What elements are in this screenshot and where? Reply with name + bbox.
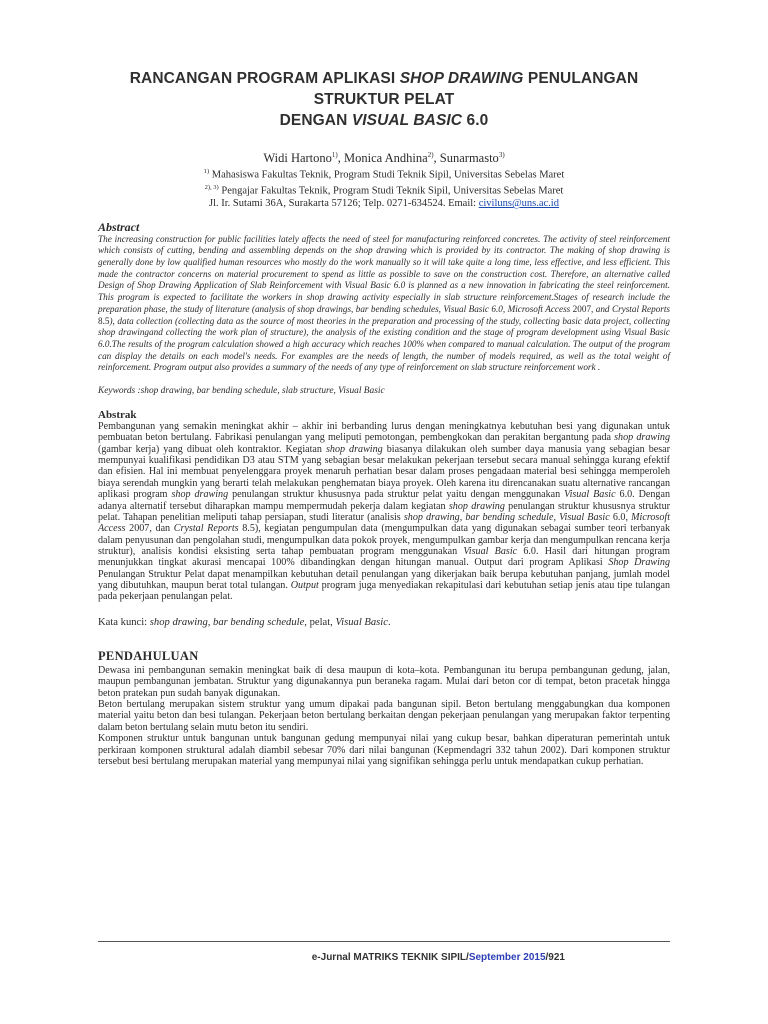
footer-rule — [98, 941, 670, 942]
author-name: Widi Hartono — [263, 151, 332, 166]
title-italic: SHOP DRAWING — [399, 70, 524, 87]
keywords-italic: shop drawing, bar bending schedule, — [149, 616, 307, 628]
abstract-text: , and Crystal Reports — [591, 303, 670, 314]
abstrak-text: 2007, dan — [125, 523, 174, 535]
abstrak-body — [98, 421, 670, 603]
abstract-text: ), data collection (collecting data as the source of most theories in the preparation and processing of the study, collecting basic data project, collecting shop drawingand collecting the work plan of structure), the analysis of the existing condition and the stage of program development using Visual Basic 6.0.The results of the program calculation showed a high accuracy which reaches 100% when compared to manual calculation. The output of the program can display the details on each model's needs. For examples are the needs of length, the number of models required, as well as the total weight of reinforcement. Program output also provides a summary of the needs of any type of reinforcement on slab structure reinforcement work . — [98, 315, 670, 373]
author-name: Monica Andhina — [344, 151, 428, 166]
abstrak-italic: Visual Basic — [463, 545, 518, 557]
page-footer — [312, 952, 565, 963]
keywords-english: Keywords :shop drawing, bar bending schedule, slab structure, Visual Basic — [98, 386, 385, 397]
abstrak-italic: Microsoft Access — [98, 511, 671, 535]
affiliation-2 — [98, 182, 670, 198]
section-body — [98, 665, 670, 768]
abstrak-text: penulangan struktur khususnya pada struktur pelat yaitu dengan menggunakan — [228, 489, 565, 501]
paper-title — [98, 68, 670, 131]
abstrak-text: Pembangunan yang semakin meningkat akhir – akhir ini berbanding lurus dengan meningkatnya kebutuhan besi yang digunakan untuk pembuatan beton bertulang. Fabrikasi penulangan yang meliputi pemotongan, pembengkokan dan perakitan bergantung pada — [98, 421, 670, 444]
abstrak-text: 6.0. Dengan adanya alternatif tersebut diharapkan mampu mempermudah pekerja dalam kegiatan — [98, 489, 670, 512]
title-text: 6.0 — [462, 112, 489, 129]
abstrak-text: (gambar kerja) yang dibuat oleh kontraktor. Kegiatan — [98, 443, 326, 455]
footer-page-number: /921 — [545, 952, 565, 963]
paragraph: Komponen struktur untuk bangunan untuk bangunan gedung mempunyai nilai yang cukup besar, bahkan diperaturan pemerintah untuk perkiraan komponen struktural adalah diambil sebesar 70% dari nilai bangunan (Kepmendagri 332 tahun 2002). Dari komponen struktur tersebut besi bertulang merupakan material yang mempunyai nilai yang signifikan sehingga perlu untuk mendapatkan cukup perhatian. — [98, 733, 670, 768]
affiliations — [98, 166, 670, 211]
abstrak-italic: shop drawing — [448, 500, 505, 512]
author-list: Widi Hartono$^{1)}$, Monica Andhina$^{2)}$, Sunarmasto$^{3)}$ — [263, 151, 505, 166]
affiliation-sup: 1) — [203, 168, 210, 176]
abstract-text: 8.5 — [98, 315, 110, 326]
abstrak-text: biasanya dilakukan oleh sumber daya manusia yang sebagian besar mempunyai kualifikasi pendidikan D3 atau STM yang sebagian besar melakukan pekerjaan tersebut secara manual sehingga kurang efektif dan efisien. Hal ini membuat penyelenggara proyek menaruh perhatian besar dalam proses pengadaan material besi sehingga memperoleh biaya serendah mungkin yang berarti telah melakukan penghematan biaya proyek. Oleh karena itu direncanakan suatu alternative rancangan aplikasi program — [98, 443, 671, 501]
title-text: RANCANGAN PROGRAM APLIKASI — [129, 70, 400, 87]
keywords-text: pelat, — [306, 616, 336, 628]
title-italic: VISUAL BASIC — [351, 112, 463, 129]
abstrak-text: 8.5), kegiatan pengumpulan data (mengumpulkan data yang digunakan sebagai sumber teori terbanyak dalam penyusunan dan pengolahan studi, mengumpulkan data pokok proyek, mengumpulkan gambar kerja dan mengumpulkan rencana kerja struktur), analisis kondisi eksisting serta tahap pembuatan program menggunakan — [98, 523, 670, 557]
abstrak-text: Penulangan Struktur Pelat dapat menampilkan kebutuhan detail penulangan yang dikerjakan baik berupa kebutuhan panjang, jumlah model yang dibutuhkan, maupun berat total tulangan. — [98, 568, 670, 591]
abstrak-heading: Abstrak — [98, 409, 137, 422]
abstrak-italic: shop drawing — [614, 432, 670, 444]
abstract-body — [98, 234, 670, 374]
affiliation-1 — [98, 166, 670, 182]
keywords-italic: Visual Basic — [335, 616, 388, 628]
abstrak-text: 6.0. Hasil dari hitungan program menunjukkan tingkat akurasi mencapai 100% dibandingkan dengan hitungan manual. Output dari program Aplikasi — [98, 545, 670, 569]
footer-journal: e-Jurnal MATRIKS TEKNIK SIPIL/ — [311, 952, 469, 963]
section-heading: PENDAHULUAN — [98, 648, 199, 663]
abstrak-italic: Crystal Reports — [173, 523, 239, 535]
paragraph: Dewasa ini pembangunan semakin meningkat baik di desa maupun di kota–kota. Pembangunan itu berupa pembangunan gedung, jalan, maupun pembangunan jembatan. Struktur yang digunakannya pun beraneka ragam. Mulai dari beton cor di tempat, beton pracetak hingga beton pratekan pun sudah banyak digunakan. — [98, 664, 670, 699]
keywords-indonesian — [98, 617, 670, 629]
title-text: PENULANGAN STRUKTUR PELAT — [313, 70, 639, 108]
abstract-heading: Abstract — [98, 219, 140, 234]
affiliation-sup: 2), 3) — [204, 184, 219, 192]
abstract-text: 2007 — [572, 303, 592, 314]
abstrak-text: penulangan struktur khususnya struktur pelat. Tahapan penelitian meliputi tahap persiapan, studi literatur (analisis — [98, 500, 671, 523]
address-text: Jl. Ir. Sutami 36A, Surakarta 57126; Telp. 0271-634524. Email: — [209, 198, 479, 210]
affiliation-address — [98, 198, 670, 211]
paper-page — [98, 64, 670, 768]
paragraph: Beton bertulang merupakan sistem struktur yang umum dipakai pada bangunan sipil. Beton bertulang menggabungkan dua komponen material yaitu beton dan besi tulangan. Pekerjaan beton bertulang berkaitan dengan pekerjaan penulangan yang merupakan faktor terpenting dalam beton bertulang selain mutu beton itu sendiri. — [98, 698, 670, 733]
footer-date: September 2015 — [468, 952, 546, 963]
affiliation-text: Pengajar Fakultas Teknik, Program Studi Teknik Sipil, Universitas Sebelas Maret — [221, 185, 564, 197]
abstrak-italic: Visual Basic — [564, 489, 616, 501]
abstrak-italic: shop drawing, bar bending schedule, Visual Basic — [403, 511, 610, 523]
author-sup: 1) — [331, 151, 338, 159]
abstrak-text: program juga menyediakan rekapitulasi dari kebutuhan setiap jenis atau tipe tulangan pada pekerjaan penulangan pelat. — [98, 579, 670, 603]
abstrak-italic: Output — [290, 579, 319, 591]
author-name: Sunarmasto — [439, 151, 499, 166]
abstract-text: The increasing construction for public facilities lately affects the need of steel for manufacturing reinforced concretes. The activity of steel reinforcement which consists of cutting, bending and assembling depends on the shop drawing which is provided by its contractor. The making of shop drawing is generally done by low qualified human resources who mostly do the work manually so it will take quite a long time, less effective, and less efficient. This made the contractor concerns on material procurement to spend as little as possible to save on the construction cost. Therefore, an alternative called Design of Shop Drawing Application of Slab Reinforcement with Visual Basic 6.0 is planned as a new innovation in fabricating the steel reinforcement. This program is expected to facilitate the workers in shop drawing activity especially in slab structure reinforcement.Stages of research include the preparation phase, the study of literature (analysis of shop drawings, bar bending schedules, Visual Basic 6.0, Microsoft Access — [98, 233, 670, 314]
abstrak-italic: Shop Drawing — [608, 557, 670, 569]
abstrak-text: 6.0, — [609, 511, 632, 523]
keywords-text: . — [387, 616, 391, 628]
email-link[interactable]: civiluns@uns.ac.id — [478, 198, 559, 210]
title-text: DENGAN — [279, 112, 352, 129]
keywords-label: Kata kunci: — [98, 616, 150, 628]
affiliation-text: Mahasiswa Fakultas Teknik, Program Studi Teknik Sipil, Universitas Sebelas Maret — [211, 169, 565, 181]
abstrak-italic: shop drawing — [171, 489, 229, 501]
abstrak-italic: shop drawing — [325, 443, 383, 455]
author-sup: 3) — [498, 151, 505, 159]
author-sup: 2) — [427, 151, 434, 159]
